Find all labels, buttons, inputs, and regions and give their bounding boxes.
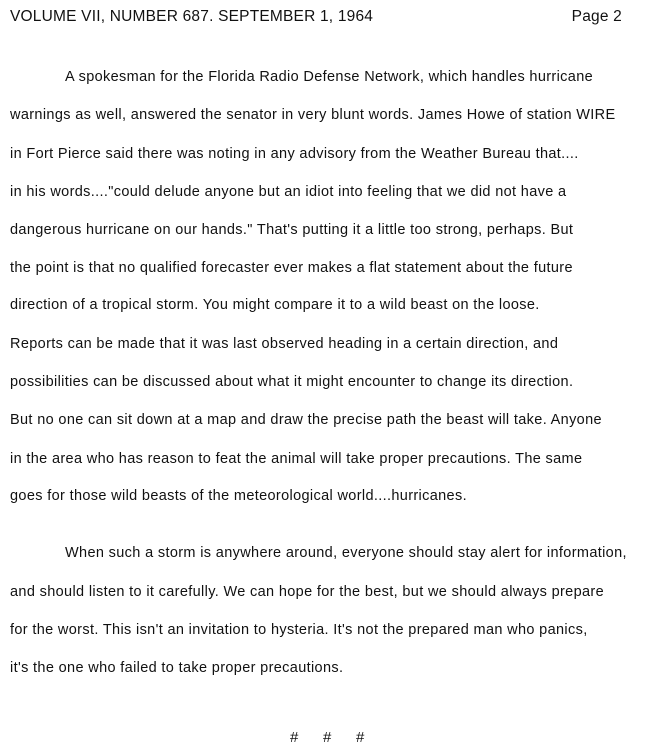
text-line: possibilities can be discussed about what it might encounter to change its direction. (10, 374, 574, 390)
text-line: direction of a tropical storm. You might compare it to a wild beast on the loose. (10, 297, 540, 313)
text-line: warnings as well, answered the senator in very blunt words. James Howe of station WIRE (10, 107, 616, 123)
issue-line: VOLUME VII, NUMBER 687. SEPTEMBER 1, 1964 (10, 8, 374, 25)
text-line: in the area who has reason to feat the animal will take proper precautions. The same (10, 451, 583, 467)
text-line: A spokesman for the Florida Radio Defense Network, which handles hurricane (65, 69, 594, 85)
text-line: When such a storm is anywhere around, everyone should stay alert for information, (65, 545, 627, 561)
text-line: But no one can sit down at a map and draw the precise path the beast will take. Anyone (10, 412, 602, 428)
end-mark: # (356, 729, 365, 746)
text-line: the point is that no qualified forecaster ever makes a flat statement about the future (10, 260, 573, 276)
text-line: in his words...."could delude anyone but an idiot into feeling that we did not have a (10, 184, 567, 200)
text-line: dangerous hurricane on our hands." That's putting it a little too strong, perhaps. But (10, 222, 574, 238)
text-line: it's the one who failed to take proper precautions. (10, 660, 344, 676)
end-marks (290, 729, 389, 746)
end-mark: # (323, 729, 332, 746)
text-line: in Fort Pierce said there was noting in any advisory from the Weather Bureau that.... (10, 146, 579, 162)
text-line: and should listen to it carefully. We can hope for the best, but we should always prepare (10, 584, 605, 600)
text-line: for the worst. This isn't an invitation to hysteria. It's not the prepared man who panics, (10, 622, 588, 638)
page-header (10, 8, 650, 30)
end-mark: # (290, 729, 299, 746)
text-line: Reports can be made that it was last observed heading in a certain direction, and (10, 336, 559, 352)
text-line: goes for those wild beasts of the meteorological world....hurricanes. (10, 488, 467, 504)
page-number: Page 2 (571, 8, 622, 25)
